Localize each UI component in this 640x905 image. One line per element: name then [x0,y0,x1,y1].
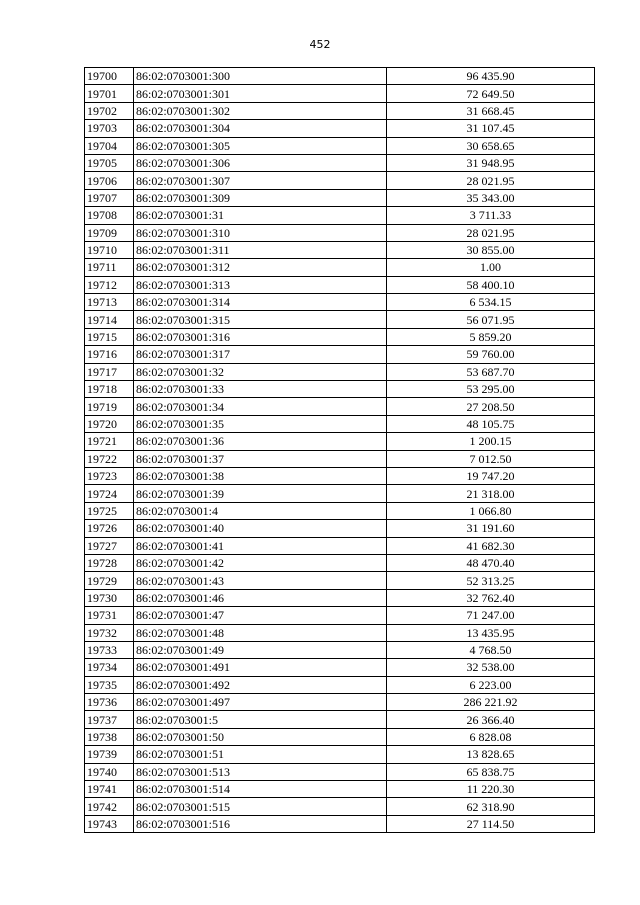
table-row [85,172,595,189]
cadastral-number-cell: 86:02:0703001:514 [134,781,387,798]
row-number-cell: 19725 [85,502,134,519]
row-number-cell: 19705 [85,154,134,171]
value-cell: 31 191.60 [387,520,595,537]
row-number-cell: 19733 [85,641,134,658]
value-cell: 59 760.00 [387,346,595,363]
cadastral-number-cell: 86:02:0703001:491 [134,659,387,676]
row-number-cell: 19719 [85,398,134,415]
table-row [85,467,595,484]
value-cell: 48 105.75 [387,415,595,432]
cadastral-number-cell: 86:02:0703001:40 [134,520,387,537]
cadastral-number-cell: 86:02:0703001:316 [134,328,387,345]
row-number-cell: 19703 [85,120,134,137]
value-cell: 1 200.15 [387,433,595,450]
value-cell: 58 400.10 [387,276,595,293]
row-number-cell: 19717 [85,363,134,380]
table-row [85,189,595,206]
value-cell: 62 318.90 [387,798,595,815]
table-row [85,346,595,363]
table-row [85,624,595,641]
table-row [85,572,595,589]
table-row [85,207,595,224]
row-number-cell: 19718 [85,381,134,398]
row-number-cell: 19723 [85,467,134,484]
row-number-cell: 19716 [85,346,134,363]
table-row [85,711,595,728]
table-row [85,589,595,606]
table-row [85,520,595,537]
cadastral-number-cell: 86:02:0703001:301 [134,85,387,102]
table-row [85,328,595,345]
table-row [85,502,595,519]
value-cell: 65 838.75 [387,763,595,780]
cadastral-number-cell: 86:02:0703001:497 [134,694,387,711]
row-number-cell: 19731 [85,607,134,624]
row-number-cell: 19738 [85,728,134,745]
row-number-cell: 19729 [85,572,134,589]
table-row [85,659,595,676]
table-row [85,137,595,154]
value-cell: 53 687.70 [387,363,595,380]
table-row [85,763,595,780]
row-number-cell: 19736 [85,694,134,711]
value-cell: 1.00 [387,259,595,276]
cadastral-number-cell: 86:02:0703001:51 [134,746,387,763]
cadastral-number-cell: 86:02:0703001:312 [134,259,387,276]
cadastral-number-cell: 86:02:0703001:42 [134,554,387,571]
row-number-cell: 19728 [85,554,134,571]
table-row [85,415,595,432]
cadastral-number-cell: 86:02:0703001:46 [134,589,387,606]
table-row [85,554,595,571]
value-cell: 13 828.65 [387,746,595,763]
table-row [85,433,595,450]
value-cell: 11 220.30 [387,781,595,798]
value-cell: 7 012.50 [387,450,595,467]
cadastral-value-table [84,67,595,833]
row-number-cell: 19726 [85,520,134,537]
table-row [85,815,595,832]
cadastral-number-cell: 86:02:0703001:37 [134,450,387,467]
value-cell: 48 470.40 [387,554,595,571]
cadastral-number-cell: 86:02:0703001:50 [134,728,387,745]
table-row [85,607,595,624]
row-number-cell: 19711 [85,259,134,276]
cadastral-number-cell: 86:02:0703001:43 [134,572,387,589]
cadastral-number-cell: 86:02:0703001:300 [134,68,387,85]
table-row [85,676,595,693]
row-number-cell: 19706 [85,172,134,189]
cadastral-number-cell: 86:02:0703001:304 [134,120,387,137]
cadastral-number-cell: 86:02:0703001:315 [134,311,387,328]
row-number-cell: 19724 [85,485,134,502]
row-number-cell: 19734 [85,659,134,676]
value-cell: 32 538.00 [387,659,595,676]
cadastral-number-cell: 86:02:0703001:36 [134,433,387,450]
table-row [85,294,595,311]
cadastral-number-cell: 86:02:0703001:4 [134,502,387,519]
table-row [85,276,595,293]
value-cell: 27 114.50 [387,815,595,832]
cadastral-number-cell: 86:02:0703001:47 [134,607,387,624]
row-number-cell: 19722 [85,450,134,467]
cadastral-number-cell: 86:02:0703001:41 [134,537,387,554]
cadastral-number-cell: 86:02:0703001:317 [134,346,387,363]
table-row [85,381,595,398]
row-number-cell: 19741 [85,781,134,798]
cadastral-number-cell: 86:02:0703001:5 [134,711,387,728]
cadastral-number-cell: 86:02:0703001:35 [134,415,387,432]
cadastral-number-cell: 86:02:0703001:305 [134,137,387,154]
table-row [85,85,595,102]
row-number-cell: 19708 [85,207,134,224]
value-cell: 53 295.00 [387,381,595,398]
row-number-cell: 19700 [85,68,134,85]
row-number-cell: 19714 [85,311,134,328]
row-number-cell: 19743 [85,815,134,832]
value-cell: 72 649.50 [387,85,595,102]
cadastral-number-cell: 86:02:0703001:311 [134,241,387,258]
cadastral-number-cell: 86:02:0703001:309 [134,189,387,206]
cadastral-number-cell: 86:02:0703001:39 [134,485,387,502]
table-row [85,363,595,380]
cadastral-number-cell: 86:02:0703001:31 [134,207,387,224]
table-body [85,68,595,833]
value-cell: 31 668.45 [387,102,595,119]
value-cell: 6 828.08 [387,728,595,745]
table-row [85,259,595,276]
cadastral-number-cell: 86:02:0703001:314 [134,294,387,311]
row-number-cell: 19709 [85,224,134,241]
table-row [85,241,595,258]
cadastral-number-cell: 86:02:0703001:313 [134,276,387,293]
row-number-cell: 19701 [85,85,134,102]
cadastral-number-cell: 86:02:0703001:302 [134,102,387,119]
row-number-cell: 19713 [85,294,134,311]
value-cell: 32 762.40 [387,589,595,606]
value-cell: 31 107.45 [387,120,595,137]
table-row [85,224,595,241]
cadastral-number-cell: 86:02:0703001:516 [134,815,387,832]
row-number-cell: 19739 [85,746,134,763]
row-number-cell: 19710 [85,241,134,258]
row-number-cell: 19720 [85,415,134,432]
value-cell: 3 711.33 [387,207,595,224]
table-row [85,120,595,137]
row-number-cell: 19712 [85,276,134,293]
value-cell: 30 658.65 [387,137,595,154]
table-row [85,398,595,415]
cadastral-number-cell: 86:02:0703001:34 [134,398,387,415]
value-cell: 27 208.50 [387,398,595,415]
value-cell: 286 221.92 [387,694,595,711]
table-row [85,450,595,467]
cadastral-number-cell: 86:02:0703001:310 [134,224,387,241]
value-cell: 96 435.90 [387,68,595,85]
row-number-cell: 19702 [85,102,134,119]
row-number-cell: 19740 [85,763,134,780]
value-cell: 6 223.00 [387,676,595,693]
value-cell: 71 247.00 [387,607,595,624]
value-cell: 35 343.00 [387,189,595,206]
cadastral-number-cell: 86:02:0703001:33 [134,381,387,398]
page-number: 452 [309,38,331,51]
row-number-cell: 19742 [85,798,134,815]
table-row [85,781,595,798]
table-row [85,694,595,711]
table-row [85,311,595,328]
value-cell: 1 066.80 [387,502,595,519]
cadastral-number-cell: 86:02:0703001:38 [134,467,387,484]
row-number-cell: 19715 [85,328,134,345]
table-row [85,485,595,502]
value-cell: 13 435.95 [387,624,595,641]
cadastral-number-cell: 86:02:0703001:513 [134,763,387,780]
table-row [85,798,595,815]
row-number-cell: 19707 [85,189,134,206]
cadastral-number-cell: 86:02:0703001:306 [134,154,387,171]
value-cell: 6 534.15 [387,294,595,311]
row-number-cell: 19737 [85,711,134,728]
cadastral-number-cell: 86:02:0703001:48 [134,624,387,641]
row-number-cell: 19730 [85,589,134,606]
value-cell: 26 366.40 [387,711,595,728]
row-number-cell: 19735 [85,676,134,693]
table-row [85,537,595,554]
value-cell: 31 948.95 [387,154,595,171]
table-row [85,68,595,85]
value-cell: 4 768.50 [387,641,595,658]
cadastral-number-cell: 86:02:0703001:32 [134,363,387,380]
table-row [85,746,595,763]
row-number-cell: 19704 [85,137,134,154]
cadastral-number-cell: 86:02:0703001:307 [134,172,387,189]
table-row [85,641,595,658]
table-row [85,102,595,119]
row-number-cell: 19732 [85,624,134,641]
value-cell: 56 071.95 [387,311,595,328]
table-row [85,154,595,171]
table-row [85,728,595,745]
cadastral-number-cell: 86:02:0703001:49 [134,641,387,658]
value-cell: 30 855.00 [387,241,595,258]
row-number-cell: 19721 [85,433,134,450]
row-number-cell: 19727 [85,537,134,554]
value-cell: 5 859.20 [387,328,595,345]
cadastral-number-cell: 86:02:0703001:515 [134,798,387,815]
value-cell: 52 313.25 [387,572,595,589]
cadastral-number-cell: 86:02:0703001:492 [134,676,387,693]
value-cell: 28 021.95 [387,172,595,189]
value-cell: 19 747.20 [387,467,595,484]
value-cell: 41 682.30 [387,537,595,554]
value-cell: 28 021.95 [387,224,595,241]
value-cell: 21 318.00 [387,485,595,502]
